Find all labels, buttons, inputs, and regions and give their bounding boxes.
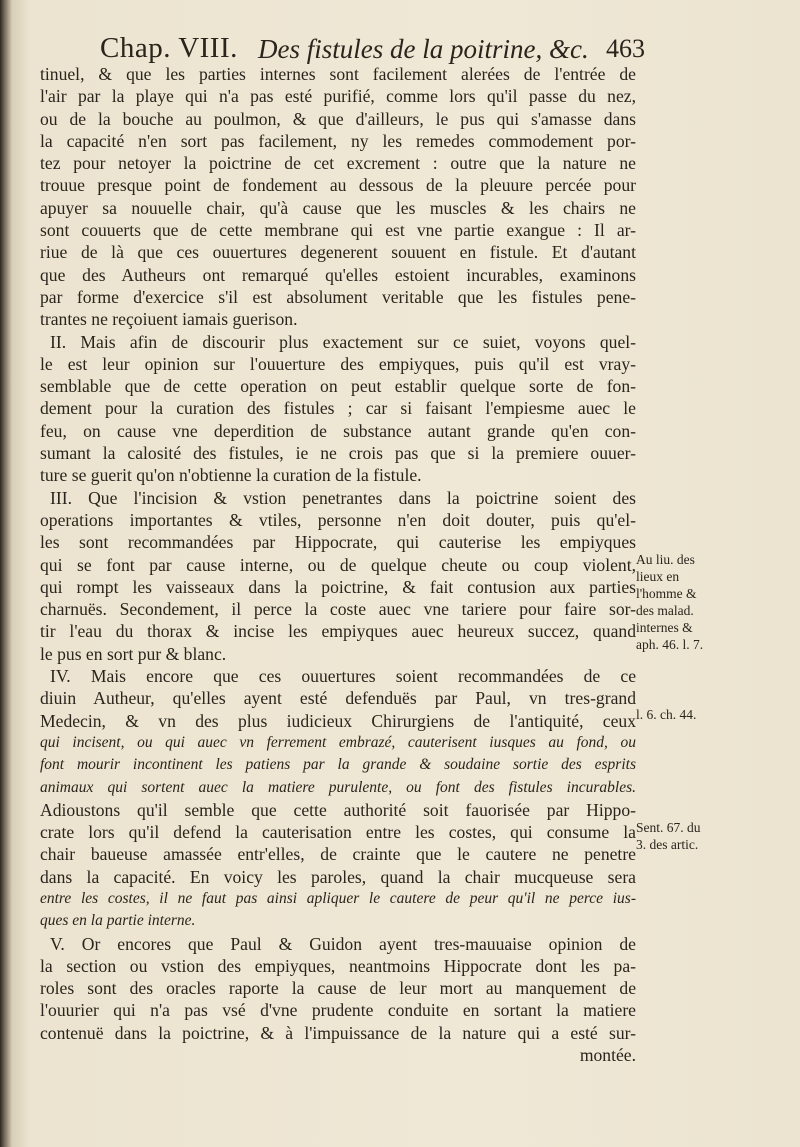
text-line: diuin Autheur, qu'elles ayent esté defenduës par Paul, vn tres-grand [40, 688, 636, 709]
text-line: montée. [579, 1045, 636, 1066]
text-line: feu, on cause vne deperdition de substance autant grande qu'en con- [40, 420, 636, 441]
margin-note-line: aph. 46. l. 7. [636, 637, 704, 652]
text-line: animaux qui sortent auec la matiere purulente, ou font des fistules incurables. [40, 778, 636, 796]
body-text [40, 63, 636, 1066]
text-line: crate lors qu'il defend la cauterisation entre les costes, qui consume la [40, 822, 636, 843]
text-line: tez pour netoyer la poictrine de cet excrement : outre que la nature ne [40, 153, 636, 174]
text-line: V. Or encores que Paul & Guidon ayent tres-mauuaise opinion de [50, 933, 636, 954]
text-line: operations importantes & vtiles, personne n'en doit douter, puis qu'el- [40, 509, 636, 530]
text-line: II. Mais afin de discourir plus exactement sur ce suiet, voyons quel- [50, 331, 636, 352]
text-line: ou de la bouche au poulmon, & que d'ailleurs, le pus qui s'amasse dans [40, 108, 636, 129]
chapter-title: Des fistules de la poitrine, &c. [258, 34, 589, 64]
text-line: que des Autheurs ont remarqué qu'elles estoient incurables, examinons [40, 264, 636, 285]
margin-note-line: lieux en [636, 569, 680, 584]
text-line: ques en la partie interne. [40, 912, 196, 930]
text-line: roles sont des oracles raporte la cause de leur mort au manquement de [40, 978, 636, 999]
text-line: par forme d'exercice s'il est absolument veritable que les fistules pene- [40, 286, 636, 307]
text-line: l'air par la playe qui n'a pas esté purifié, comme lors qu'il passe du nez, [40, 86, 636, 107]
text-line: entre les costes, il ne faut pas ainsi apliquer le cautere de peur qu'il ne perce ius- [40, 889, 636, 907]
text-line: sumant la calosité des fistules, ie ne crois pas que si la premiere ouuer- [40, 443, 636, 464]
text-line: l'ouurier qui n'a pas vsé d'vne prudente conduite en sortant la matiere [40, 1000, 636, 1021]
text-line: trouue presque point de fondement au dessous de la pleuure percée pour [40, 175, 636, 196]
text-line: tinuel, & que les parties internes sont facilement alerées de l'entrée de [40, 64, 636, 84]
page-number: 463 [606, 34, 645, 63]
text-line: Adioustons qu'il semble que cette authorité soit fauorisée par Hippo- [40, 799, 636, 820]
text-line: dement pour la curation des fistules ; car si faisant l'empiesme auec le [40, 398, 636, 419]
text-line: III. Que l'incision & vstion penetrantes dans la poictrine soient des [50, 487, 636, 508]
text-line: contenuë dans la poictrine, & à l'impuissance de la nature qui a esté sur- [40, 1022, 636, 1043]
margin-note-line: Sent. 67. du [636, 820, 701, 835]
text-line: apuyer sa nouuelle chair, qu'à cause que les muscles & les chairs ne [40, 197, 636, 218]
text-line: qui rompt les vaisseaux dans la poictrine, & fait contusion aux parties [40, 576, 636, 597]
text-line: sont couuerts que de cette membrane qui est vne partie exangue : Il ar- [40, 220, 636, 241]
margin-note-line: l'homme & [636, 586, 697, 601]
margin-note [636, 551, 766, 653]
text-line: qui incisent, ou qui auec vn ferrement embrazé, cauterisent iusques au fond, ou [40, 733, 636, 751]
text-line: chair baueuse amassée entr'elles, de crainte que le cautere ne penetre [40, 844, 636, 865]
margin-note [636, 706, 766, 723]
margin-note-line: Au liu. des [636, 552, 695, 567]
text-line: la capacité n'en sort pas facilement, ny les remedes commodement por- [40, 130, 636, 151]
margin-note [636, 819, 766, 853]
text-line: dans la capacité. En voicy les paroles, quand la chair mucqueuse sera [40, 866, 636, 887]
text-line: Medecin, & vn des plus iudicieux Chirurgiens de l'antiquité, ceux [40, 710, 636, 731]
text-line: semblable que de cette operation on peut establir quelque sorte de fon- [40, 376, 636, 397]
text-line: trantes ne reçoiuent iamais guerison. [40, 309, 298, 330]
text-line: les sont recommandées par Hippocrate, qui cauterise les empiyques [40, 532, 636, 553]
text-line: ture se guerit qu'on n'obtienne la curation de la fistule. [40, 465, 422, 486]
text-line: la section ou vstion des empiyques, neantmoins Hippocrate dont les pa- [40, 955, 636, 976]
margin-note-line: des malad. [636, 603, 694, 618]
text-line: riue de là que ces ouuertures degenerent souuent en fistule. Et d'autant [40, 242, 636, 263]
margin-note-line: 3. des artic. [636, 837, 699, 852]
margin-note-line: l. 6. ch. 44. [636, 707, 697, 722]
text-line: le est leur opinion sur l'ouuerture des empiyques, puis qu'il est vray- [40, 353, 636, 374]
text-line: IV. Mais encore que ces ouuertures soient recommandées de ce [50, 666, 636, 687]
margin-note-line: internes & [636, 620, 693, 635]
text-line: qui se font par cause interne, ou de quelque cheute ou coup violent, [40, 554, 636, 575]
text-line: tir l'eau du thorax & incise les empiyques auec heureux succez, quand [40, 621, 636, 642]
text-line: le pus en sort pur & blanc. [40, 643, 227, 664]
text-line: font mourir incontinent les patiens par la grande & soudaine sortie des esprits [40, 756, 636, 774]
chapter-label: Chap. VIII. [100, 32, 238, 64]
text-line: charnuës. Secondement, il perce la coste auec vne tariere pour faire sor- [40, 599, 636, 620]
